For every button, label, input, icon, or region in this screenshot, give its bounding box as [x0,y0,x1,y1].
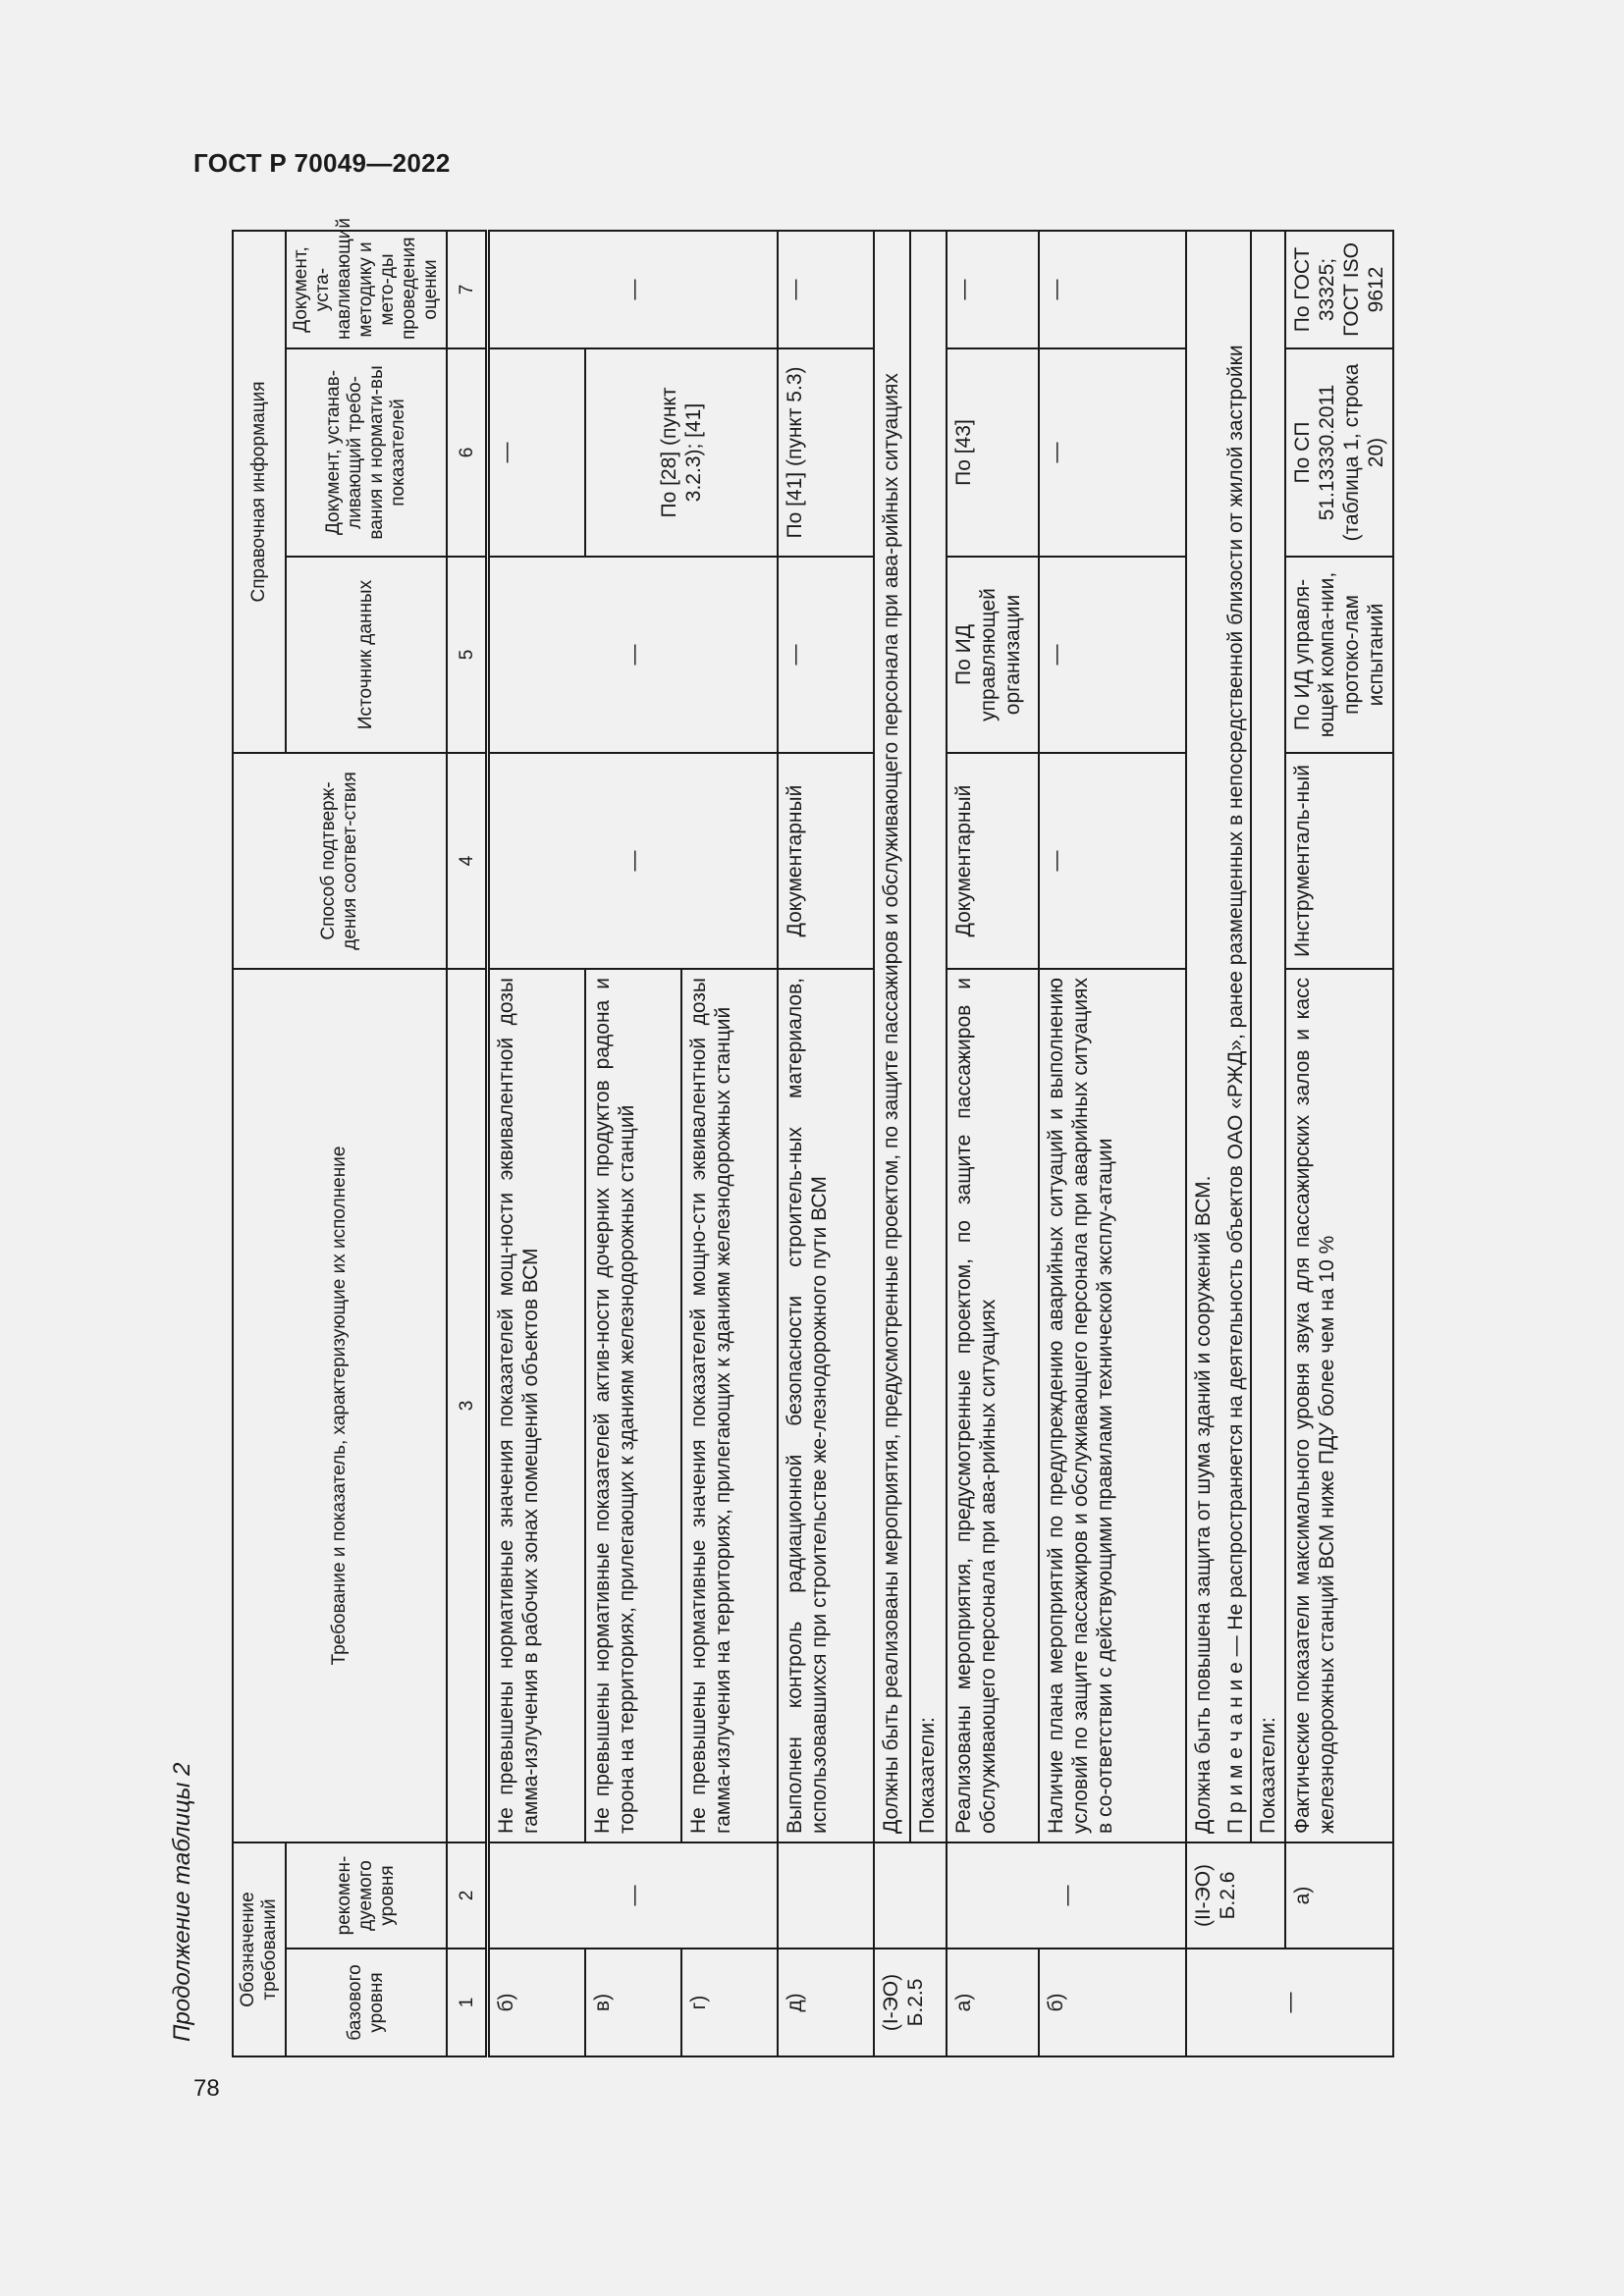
requirement-main: Должна быть повышена защита от шума зданий и сооружений ВСМ. [1192,1175,1215,1834]
table-row [585,231,681,2056]
source-value: По ИД управля-ющей компа-нии, протоко-лам испытаний [1285,557,1393,753]
row-label: г) [681,1949,778,2056]
req-doc-value: По [43] [947,348,1039,557]
req-doc-value: По СП 51.13330.2011 (таблица 1, строка 20) [1285,348,1393,557]
header-recommended-level: рекомен-дуемого уровня [286,1842,447,1949]
method-doc-value: По ГОСТ 33325; ГОСТ ISO 9612 [1285,231,1393,348]
table-row [1251,231,1285,2056]
requirements-table [232,218,1394,2057]
col-num: 6 [447,348,488,557]
confirmation-value: Инструменталь-ный [1285,753,1393,969]
requirement-text: Не превышены нормативные показателей актив-ности дочерних продуктов радона и торона на территориях, прилегающих к зданиям железнодорожных станций [585,969,681,1842]
col-num: 1 [447,1949,488,2056]
recommended-level-value: — [947,1842,1186,1949]
table-row [1186,231,1251,2056]
confirmation-value: Документарный [947,753,1039,969]
base-level-value [1186,1949,1393,2056]
row-label: в) [585,1949,681,2056]
row-label: б) [1039,1949,1186,2056]
header-req-doc: Документ, устанав-ливающий требо-вания и нормати-вы показателей [286,348,447,557]
header-row-1 [233,231,286,2056]
method-doc-value: — [778,231,874,348]
row-label: а) [1285,1842,1393,1949]
requirement-note: П р и м е ч а н и е — Не распространяется на деятельность объектов ОАО «РЖД», ранее размещенных в непосредственной близости от жилой застройки [1224,345,1247,1834]
header-source: Источник данных [286,557,447,753]
req-doc-value: По [28] (пункт 3.2.3); [41] [585,348,778,557]
source-value: — [488,557,779,753]
header-confirmation: Способ подтверж-дения соответ-ствия [233,753,447,969]
source-value: — [1039,557,1186,753]
recommended-level-value [874,1842,947,1949]
method-doc-value: — [1039,231,1186,348]
req-doc-value: — [488,348,586,557]
confirmation-value: — [488,753,779,969]
indicators-label: Показатели: [1251,231,1285,1842]
confirmation-value: — [1039,753,1186,969]
header-reference: Справочная информация [233,231,286,753]
col-num: 7 [447,231,488,348]
table-row [778,231,874,2056]
header-designation: Обозначение требований [233,1842,286,2056]
row-label: а) [947,1949,1039,2056]
table-row [874,231,910,2056]
req-doc-value: — [1039,348,1186,557]
rotated-table-container [232,218,1504,2057]
confirmation-value: Документарный [778,753,874,969]
header-requirement: Требование и показатель, характеризующие их исполнение [233,969,447,1842]
col-num: 3 [447,969,488,1842]
col-num: 4 [447,753,488,969]
page-number: 78 [193,2075,220,2102]
requirement-text: Не превышены нормативные значения показателей мощно-сти эквивалентной дозы гамма-излучения на территориях, прилегающих к зданиям железнодорожных станций [681,969,778,1842]
recommended-level-value [778,1842,874,1949]
row-label: (I-ЭО) Б.2.5 [874,1949,947,2056]
table-row [1285,231,1393,2056]
dash-base-level: — [1278,1992,1301,2013]
row-label: б) [488,1949,586,2056]
header-base-level: базового уровня [286,1949,447,2056]
requirement-text [1186,231,1251,1842]
requirement-text: Наличие плана мероприятий по предупреждению аварийных ситуаций и выполнению условий по защите пассажиров и обслуживающего персонала при аварийных ситуациях в со-ответствии с действующими правилами технической эксплу-атации [1039,969,1186,1842]
header-method-doc: Документ, уста-навливающий методику и мето-ды проведения оценки [286,231,447,348]
row-label: д) [778,1949,874,2056]
col-num: 5 [447,557,488,753]
table-caption: Продолжение таблицы 2 [169,1762,195,2042]
source-value: — [778,557,874,753]
requirement-text: Не превышены нормативные значения показателей мощ-ности эквивалентной дозы гамма-излучения в рабочих зонах помещений объектов ВСМ [488,969,586,1842]
requirement-text: Реализованы мероприятия, предусмотренные проектом, по защите пассажиров и обслуживающего персонала при ава-рийных ситуациях [947,969,1039,1842]
requirement-text: Фактические показатели максимального уровня звука для пассажирских залов и касс железнодорожных станций ВСМ ниже ПДУ более чем на 10 % [1285,969,1393,1842]
table-row [1039,231,1186,2056]
table-row [488,231,586,2056]
requirement-text: Выполнен контроль радиационной безопасности строитель-ных материалов, использовавшихся при строительстве же-лезнодорожного пути ВСМ [778,969,874,1842]
column-numbers-row [447,231,488,2056]
method-doc-value: — [488,231,779,348]
indicators-label: Показатели: [910,231,947,1842]
method-doc-value: — [947,231,1039,348]
req-doc-value: По [41] (пункт 5.3) [778,348,874,557]
row-label: (II-ЭО) Б.2.6 [1186,1842,1285,1949]
table-row [910,231,947,2056]
document-title: ГОСТ Р 70049—2022 [193,148,451,178]
source-value: По ИД управляющей организации [947,557,1039,753]
col-num: 2 [447,1842,488,1949]
requirement-text: Должны быть реализованы мероприятия, предусмотренные проектом, по защите пассажиров и обслуживающего персонала при ава-рийных ситуациях [874,231,910,1842]
recommended-level-value: — [488,1842,779,1949]
table-row [947,231,1039,2056]
